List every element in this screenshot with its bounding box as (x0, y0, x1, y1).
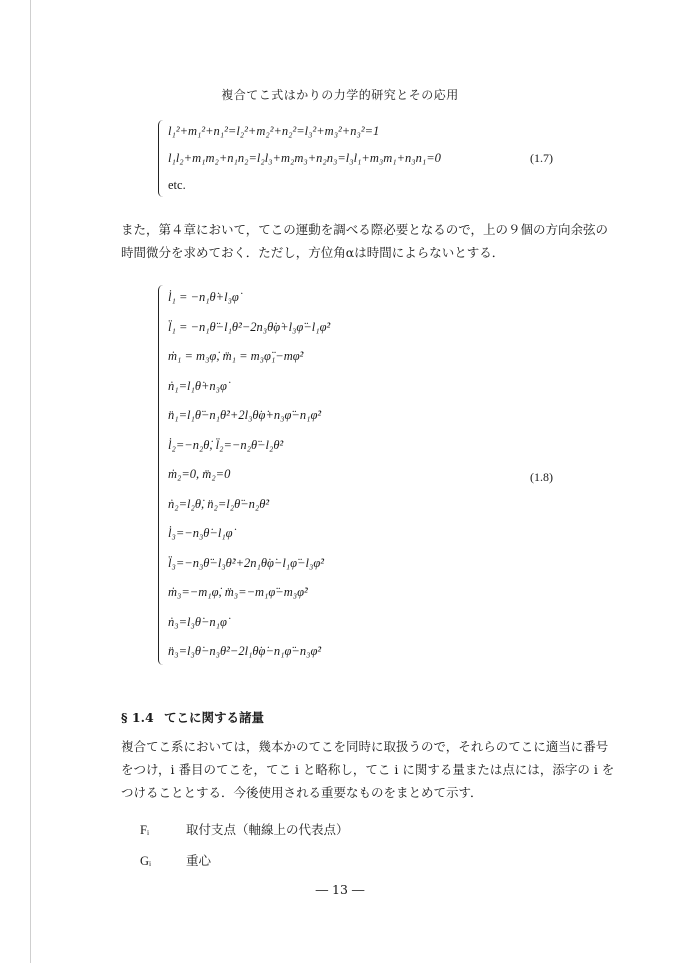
equation-line: ṁ₃=−m₁φ̇, m̈₃=−m₁φ̈−m₃φ̇² (168, 585, 308, 599)
equation-line: etc. (168, 178, 186, 192)
equation-line: l̈₁ = −n₁θ̈−l₁θ̇²−2n₃θ̇φ̇+l₃φ̈−l₁φ̇² (168, 319, 331, 334)
equation-line: n̈₁=l₁θ̈−n₁θ̇²+2l₃θ̇φ̇+n₃φ̈−n₁φ̇² (168, 408, 322, 422)
term-description: 重心 (185, 853, 211, 868)
binding-edge-line (30, 0, 31, 963)
paragraph-line: をつけ，i 番目のてこを，てこ i と略称し，てこ i に関する量または点には，添字の i を (121, 762, 615, 777)
equation-line: l̈₃=−n₃θ̈−l₃θ̇²+2n₁θ̇φ̇−l₁φ̈−l₃φ̇² (168, 555, 324, 570)
section-heading (121, 708, 264, 726)
paragraph (121, 735, 615, 804)
equation-line: l̇₁ = −n₁θ̇+l₃φ̇ (168, 290, 239, 304)
equation-1-8 (158, 283, 330, 667)
equation-1-7 (158, 118, 441, 199)
section-title: てこに関する諸量 (164, 710, 265, 725)
equation-line: l̇₃=−n₃θ̇−l₁φ̇ (168, 526, 233, 540)
equation-line: ṁ₁ = m₃φ̇, m̈₁ = m₃φ̈₁−mφ̇² (168, 349, 304, 363)
paragraph (121, 218, 609, 264)
term-item (140, 851, 211, 869)
paragraph-line: 時間微分を求めておく．ただし，方位角αは時間によらないとする． (121, 245, 505, 260)
equation-line: ṅ₃=l₃θ̇−n₁φ̇ (168, 614, 227, 629)
section-number: § 1.4 (121, 710, 154, 725)
equation-line: l₁²+m₁²+n₁²=l₂²+m₂²+n₂²=l₃²+m₃²+n₃²=1 (168, 124, 380, 138)
running-header: 複合てこ式はかりの力学的研究とその応用 (221, 88, 459, 102)
equation-line: l₁l₂+m₁m₂+n₁n₂=l₂l₃+m₂m₃+n₂n₃=l₃l₁+m₃m₁+n₃n₁=0 (168, 151, 441, 165)
equation-number: (1.8) (530, 470, 553, 484)
equation-line: ṁ₂=0, m̈₂=0 (168, 467, 231, 481)
paragraph-line: 複合てこ系においては，幾本かのてこを同時に取扱うので，それらのてこに適当に番号 (121, 739, 609, 754)
paragraph-line: また，第４章において，てこの運動を調べる際必要となるので，上の９個の方向余弦の (121, 222, 609, 237)
term-symbol: Gᵢ (140, 854, 152, 868)
equation-line: l̇₂=−n₂θ̇, l̈₂=−n₂θ̈−l₂θ̇² (168, 437, 284, 452)
equation-line: n̈₃=l₃θ̇−n₃θ̇²−2l₁θ̇φ̇−n₁φ̈−n₃φ̇² (168, 644, 322, 658)
equation-line: ṅ₁=l₁θ̇+n₃φ̇ (168, 378, 227, 393)
term-item (140, 820, 349, 838)
equation-line: ṅ₂=l₂θ̇, n̈₂=l₂θ̈−n₂θ̇² (168, 496, 270, 511)
equation-number: (1.7) (530, 151, 553, 165)
paragraph-line: つけることとする．今後使用される重要なものをまとめて示す． (121, 785, 483, 800)
term-symbol: Fᵢ (140, 823, 149, 837)
term-description: 取付支点（軸線上の代表点） (185, 822, 349, 837)
page-number: ― 13 ― (315, 882, 365, 897)
